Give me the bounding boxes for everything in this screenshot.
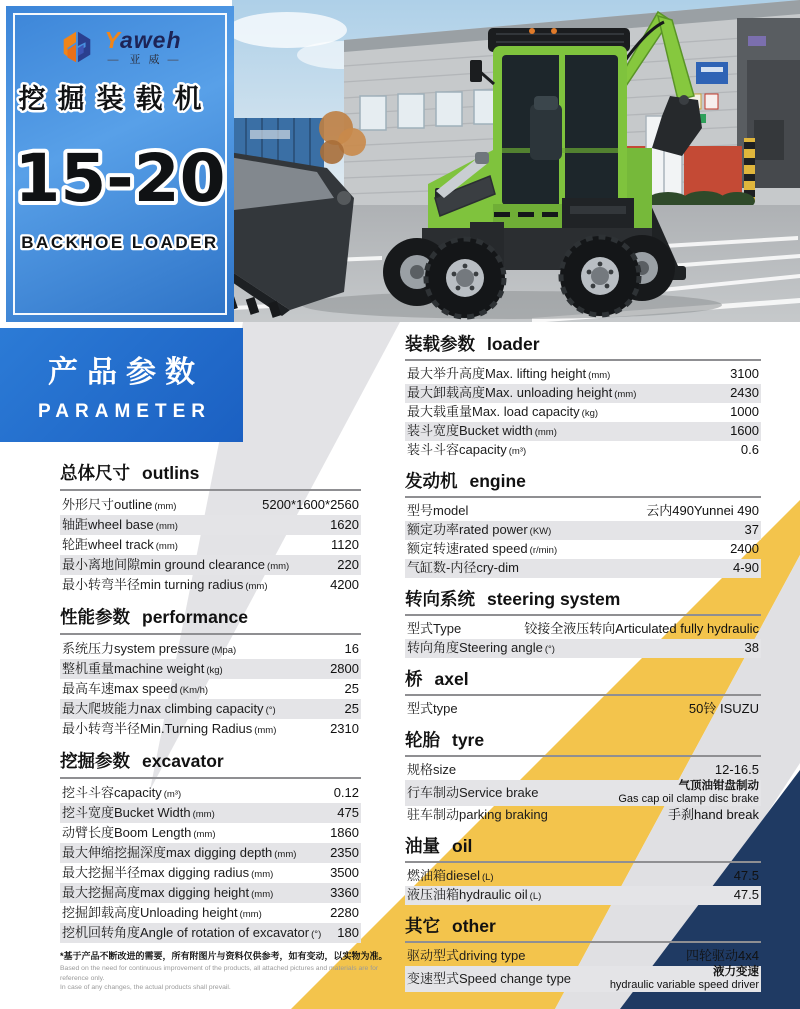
- spec-value: 1000: [730, 404, 759, 420]
- section-title-cn: 发动机: [405, 471, 458, 491]
- spec-row: [60, 555, 361, 575]
- spec-label: 轮距wheel track (mm): [62, 536, 178, 552]
- section-title-en: performance: [142, 607, 249, 627]
- spec-unit: (m³): [508, 446, 527, 458]
- spec-row: [60, 575, 361, 595]
- seat: [530, 104, 562, 160]
- spec-unit: (L): [529, 891, 542, 903]
- spec-value: 3100: [730, 366, 759, 382]
- spec-row: [60, 699, 361, 719]
- spec-label: 外形尺寸outline (mm): [62, 496, 177, 512]
- spec-row: [405, 502, 761, 521]
- spec-label: 驻车制动parking braking: [407, 807, 548, 823]
- spec-label: 最小离地间隙min ground clearance (mm): [62, 556, 290, 572]
- spec-value: 1860: [330, 824, 359, 840]
- section-title-cn: 挖掘参数: [60, 751, 130, 771]
- spec-row: [60, 679, 361, 699]
- spec-value: 50铃 ISUZU: [688, 701, 759, 717]
- spec-section: [60, 604, 361, 739]
- spec-row: [405, 966, 761, 992]
- spec-value: 四轮驱动4x4: [686, 948, 759, 964]
- spec-section: [405, 727, 761, 825]
- spec-row: [405, 639, 761, 658]
- section-title-cn: 其它: [405, 915, 440, 936]
- spec-label: 挖斗斗容capacity (m³): [62, 784, 182, 800]
- spec-label: 规格size: [407, 762, 457, 778]
- spec-value: 5200*1600*2560: [262, 496, 359, 512]
- section-title: [405, 833, 761, 863]
- model-number: 15-20: [14, 140, 226, 217]
- spec-unit: (mm): [155, 540, 178, 552]
- section-title-en: engine: [469, 471, 526, 491]
- spec-value: 2310: [330, 720, 359, 736]
- spec-row: [405, 700, 761, 719]
- section-title-en: steering system: [487, 589, 621, 609]
- spec-label: 装斗宽度Bucket width (mm): [407, 423, 557, 439]
- spec-row: [405, 806, 761, 825]
- spec-value: 云内490Yunnei 490: [646, 503, 759, 519]
- spec-value: 铰接全液压转向Articulated fully hydraulic: [524, 621, 759, 637]
- spec-unit: (mm): [274, 848, 297, 860]
- spec-value: 25: [344, 700, 359, 716]
- brand-headline: [6, 76, 234, 316]
- spec-value: 37: [744, 522, 759, 538]
- footnote-chinese: *基于产品不断改进的需要，所有附图片与资料仅供参考，如有变动，以实物为准。: [60, 951, 388, 961]
- spec-row: [60, 535, 361, 555]
- spec-label: 燃油箱diesel (L): [407, 868, 494, 884]
- spec-row: [405, 441, 761, 460]
- mirror: [470, 60, 482, 82]
- section-title-en: other: [452, 915, 496, 936]
- spec-unit: (mm): [154, 500, 177, 512]
- spec-value: 1620: [330, 516, 359, 532]
- spec-value: 1600: [730, 423, 759, 439]
- spec-value: 2800: [330, 660, 359, 676]
- section-title-cn: 性能参数: [60, 607, 130, 627]
- spec-unit: (Km/h): [179, 684, 209, 696]
- spec-label: 最大爬坡能力nax climbing capacity (°): [62, 700, 276, 716]
- banner-title-cn: 产品参数: [48, 356, 204, 389]
- spec-label: 最小转弯半径Min.Turning Radius (mm): [62, 720, 277, 736]
- spec-label: 整机重量machine weight (kg): [62, 660, 223, 676]
- section-title-cn: 转向系统: [405, 589, 475, 609]
- spec-section: [60, 460, 361, 595]
- section-title-cn: 装载参数: [405, 334, 475, 354]
- spec-value: 47.5: [733, 868, 759, 884]
- yaweh-logo-icon: [58, 28, 96, 66]
- spec-unit: (kg): [206, 664, 223, 676]
- spec-label: 额定转速rated speed (r/min): [407, 541, 558, 557]
- spec-row: [405, 521, 761, 540]
- spec-unit: (L): [481, 872, 494, 884]
- parameter-banner: [0, 328, 243, 442]
- spec-unit: (mm): [251, 868, 274, 880]
- spec-label: 变速型式Speed change type: [407, 970, 572, 986]
- backhoe-loader-photo-illustration: [232, 0, 800, 322]
- spec-row: [405, 886, 761, 905]
- spec-label: 最大卸载高度Max. unloading height (mm): [407, 385, 637, 401]
- spec-unit: (mm): [239, 908, 262, 920]
- section-title-en: axel: [434, 669, 469, 689]
- spec-value: 180: [337, 924, 359, 940]
- spec-row: [60, 639, 361, 659]
- spec-label: 装斗斗容capacity (m³): [407, 442, 527, 458]
- section-title-cn: 油量: [405, 835, 440, 856]
- spec-unit: (mm): [267, 560, 290, 572]
- section-title: [60, 604, 361, 635]
- spec-row: [60, 843, 361, 863]
- spec-label: 最大举升高度Max. lifting height (mm): [407, 366, 611, 382]
- section-title: [60, 748, 361, 779]
- spec-unit: (mm): [155, 520, 178, 532]
- section-title-cn: 轮胎: [405, 730, 440, 750]
- spec-value: 38: [744, 640, 759, 656]
- spec-row: [60, 923, 361, 943]
- footnote-english: Based on the need for continuous improvement of the products, all attached pictures and materials are for reference only. In case of any changes, the actual products shall prevail.: [60, 964, 379, 992]
- spec-value: 2280: [330, 904, 359, 920]
- spec-label: 型式type: [407, 701, 458, 717]
- spec-label: 最小转弯半径min turning radius (mm): [62, 576, 268, 592]
- spec-row: [405, 947, 761, 966]
- spec-label: 额定功率rated power (KW): [407, 522, 552, 538]
- spec-unit: (mm): [192, 808, 215, 820]
- spec-unit: (mm): [251, 888, 274, 900]
- section-title: [60, 460, 361, 491]
- product-name-cn: 挖掘装载机: [18, 84, 214, 114]
- spec-row: [405, 620, 761, 639]
- section-title-en: excavator: [142, 751, 224, 771]
- spec-unit: (°): [544, 644, 555, 656]
- spec-row: [405, 540, 761, 559]
- spec-label: 型式Type: [407, 621, 462, 637]
- product-photo: [232, 0, 800, 322]
- spec-label: 最大挖掘半径max digging radius (mm): [62, 864, 274, 880]
- spec-unit: (mm): [254, 724, 277, 736]
- spec-label: 挖斗宽度Bucket Width (mm): [62, 804, 215, 820]
- spec-row: [405, 559, 761, 578]
- logo-initial: Y: [104, 26, 120, 53]
- section-title-en: loader: [487, 334, 540, 354]
- spec-label: 型号model: [407, 503, 469, 519]
- spec-unit: (kg): [581, 408, 599, 420]
- spec-row: [60, 863, 361, 883]
- brand-panel: [6, 6, 234, 322]
- section-title: [405, 727, 761, 757]
- spec-value: 液力变速 hydraulic variable speed driver: [609, 965, 759, 992]
- spec-column-left: [60, 460, 361, 943]
- footnote: [60, 951, 390, 993]
- spec-value: 47.5: [733, 887, 759, 903]
- spec-label: 驱动型式driving type: [407, 948, 526, 964]
- spec-label: 系统压力system pressure (Mpa): [62, 640, 237, 656]
- spec-value: 12-16.5: [714, 762, 759, 778]
- spec-label: 轴距wheel base (mm): [62, 516, 178, 532]
- spec-unit: (mm): [534, 427, 557, 439]
- spec-value: 2430: [730, 385, 759, 401]
- spec-row: [405, 422, 761, 441]
- spec-label: 气缸数-内径cry-dim: [407, 560, 519, 576]
- spec-row: [60, 495, 361, 515]
- spec-row: [405, 780, 761, 806]
- section-title-en: outlins: [142, 463, 200, 483]
- section-title: [405, 666, 761, 696]
- spec-label: 动臂长度Boom Length (mm): [62, 824, 216, 840]
- spec-column-right: [405, 331, 761, 992]
- blue-sign: [696, 62, 728, 84]
- spec-value: 1120: [331, 536, 359, 552]
- spec-unit: (Mpa): [211, 644, 237, 656]
- spec-unit: (KW): [529, 526, 552, 538]
- spec-value: 4200: [330, 576, 359, 592]
- spec-section: [405, 666, 761, 719]
- spec-section: [405, 586, 761, 658]
- spec-row: [405, 867, 761, 886]
- spec-row: [60, 823, 361, 843]
- spec-value: 4-90: [732, 560, 759, 576]
- banner-title-en: PARAMETER: [38, 401, 211, 422]
- spec-label: 转向角度Steering angle (°): [407, 640, 555, 656]
- section-title-en: tyre: [452, 730, 485, 750]
- section-title: [405, 468, 761, 498]
- spec-row: [60, 883, 361, 903]
- spec-row: [60, 803, 361, 823]
- spec-label: 挖掘卸载高度Unloading height (mm): [62, 904, 262, 920]
- spec-value: 气顶油钳盘制动 Gas cap oil clamp disc brake: [618, 780, 759, 806]
- spec-unit: (r/min): [529, 545, 558, 557]
- section-title-cn: 桥: [405, 669, 423, 689]
- spec-unit: (°): [311, 928, 322, 940]
- spec-row: [405, 403, 761, 422]
- spec-value: 475: [337, 804, 359, 820]
- spec-row: [405, 365, 761, 384]
- spec-value: 16: [344, 640, 359, 656]
- section-title: [405, 586, 761, 616]
- spec-label: 挖机回转角度Angle of rotation of excavator (°): [62, 924, 322, 940]
- product-name-en: BACKHOE LOADER: [21, 233, 219, 252]
- spec-label: 最大载重量Max. load capacity (kg): [407, 404, 599, 420]
- spec-value: 0.12: [333, 784, 359, 800]
- spec-label: 最高车速max speed (Km/h): [62, 680, 209, 696]
- spec-section: [405, 468, 761, 578]
- spec-label: 行车制动Service brake: [407, 784, 539, 800]
- spec-row: [60, 903, 361, 923]
- spec-value: 3500: [330, 864, 359, 880]
- spec-unit: (mm): [245, 580, 268, 592]
- section-title: [405, 913, 761, 943]
- spec-value: 2400: [730, 541, 759, 557]
- spec-label: 最大挖掘高度max digging height (mm): [62, 884, 274, 900]
- spec-value: 0.6: [740, 442, 759, 458]
- spec-value: 手刹hand break: [667, 807, 759, 823]
- logo-rest: aweh: [119, 26, 182, 53]
- spec-value: 3360: [330, 884, 359, 900]
- logo-wordmark: [104, 26, 182, 53]
- spec-unit: (mm): [614, 389, 637, 401]
- spec-value: 2350: [330, 844, 359, 860]
- spec-row: [60, 659, 361, 679]
- spec-value: 220: [337, 556, 359, 572]
- spec-row: [60, 515, 361, 535]
- spec-section: [405, 833, 761, 905]
- spec-unit: (°): [265, 704, 276, 716]
- spec-row: [405, 761, 761, 780]
- spec-unit: (m³): [163, 788, 182, 800]
- logo-chinese: — 亚威—: [107, 53, 179, 66]
- spec-row: [60, 719, 361, 739]
- section-title-en: oil: [452, 835, 473, 856]
- spec-section: [405, 913, 761, 992]
- spec-unit: (mm): [193, 828, 216, 840]
- spec-label: 最大伸缩挖掘深度max digging depth (mm): [62, 844, 297, 860]
- spec-value: 25: [344, 680, 359, 696]
- section-title-cn: 总体尺寸: [60, 463, 130, 483]
- spec-unit: (mm): [588, 370, 611, 382]
- spec-row: [60, 783, 361, 803]
- logo: [6, 28, 234, 66]
- spec-section: [405, 331, 761, 460]
- section-title: [405, 331, 761, 361]
- spec-section: [60, 748, 361, 943]
- spec-row: [405, 384, 761, 403]
- spec-label: 液压油箱hydraulic oil (L): [407, 887, 542, 903]
